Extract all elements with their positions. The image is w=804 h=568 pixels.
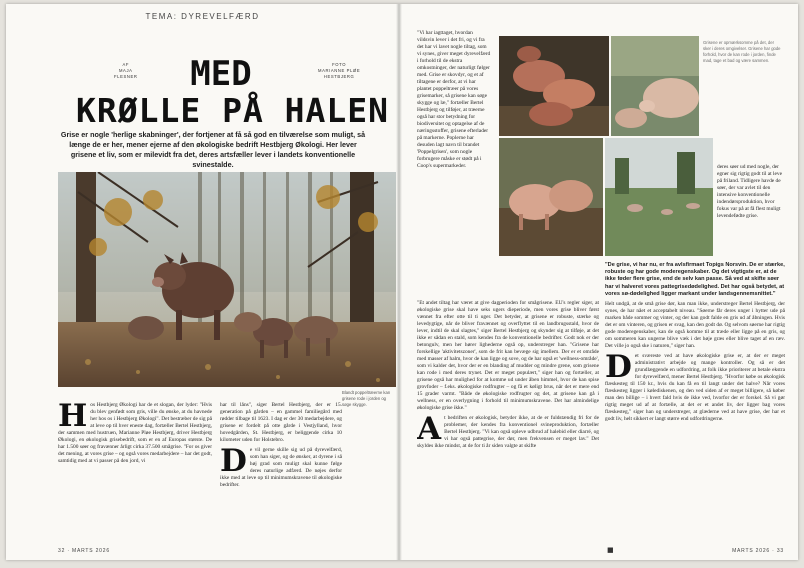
writer-credit-label: AF	[122, 62, 130, 67]
magazine-spread	[6, 4, 798, 560]
column-2-text-2: e vil gerne skille sig ud på dyrevelfærd, som han siger, og de ønsker, at dyrene i så høj grad som muligt skal kunne følge deres naturlige adfærd. De nøjes derfor ikke med at leve op til minimumskravene til økologiske bedrifter.	[220, 447, 342, 488]
writer-credit-name: MAJA FLESNER	[114, 68, 138, 79]
photo-credit-name: MARIANNE PLØE HESTBJERG	[318, 68, 361, 79]
pull-quote: "De grise, vi har nu, er fra avlsfirmaet Topigs Norsvin. De er stærke, robuste og har gode moderegenskaber. Og det vigtigste er, at de ikke føder flere grise, end de selv kan passe. Så ved at skifte søer har vi halveret vores pattegrisedødelighed. Det har også betydet, at vores sø-dødelighed ligger markant under landsgennemsnittet."	[605, 262, 785, 297]
column-1-text: os Hestbjerg Økologi har de et slogan, der lyder: "Hvis du blev genfødt som gris, ville du ønske, at du havnede her hos os i Hestbjerg Økologi". Det bestræber de sig på at leve op til hver eneste dag, fortæller Bertel Hestbjerg, der sammen med hustruen, Marianne Pløe Hestbjerg, driver Hestbjerg Økologi, en økologisk grisebedrift, som er en af Europas største. De har 1.500 søer og fravænner årligt cirka 37.500 smågrise. "For os giver det mening, at vores grise – og også vores medarbejdere – har det godt, samtidig med at vi passer på den jord, vi	[58, 402, 212, 464]
headline-line-1: MED	[190, 54, 252, 94]
binding-gutter	[396, 4, 402, 560]
photo-credit-label: FOTO	[332, 62, 347, 67]
column-text-beside-photo: deres søer ud med nogle, der egner sig rigtig godt til at leve på friland. Tidligere havde de søer, der var avlet til den intensive konventionelle indendørsproduktion, hvor fokus var på at få flest muligt levendefødte grise.	[717, 164, 782, 219]
grid-photo-caption: Grisene er opmærksomme på det, der sker i deres omgivelser. Grisene har gode forhold, hvor de kan rode i jorden, finde mad, tage et bad og være sammen.	[703, 40, 781, 63]
article-column-2	[220, 402, 342, 548]
main-column-2-text-2: et sværeste ved at have økologiske grise er, at der er meget administrativt arbejde og mange kontroller. Og så er det grundlæggende en udfordring, at folk ikke prioriterer at betale ekstra for dyrevelfærd, mener Bertel Hestbjerg. "Hvorfor købe os økologisk flæskesteg til 150 kr., hvis du kan få en til langt under det halve? Når vores flæskesteg ligger i kølediskenen, og den ved siden af er meget billigere, så køber man den billige – i hvert fald hvis de ikke ved, hvorfor der er forskel. Så vi gør rigtig meget ud af at fortælle, at det er et andet liv, der ligger bag vores flæskesteg," siger han og understreger, at glæderne ved at have grise, der har et godt liv, helt sikkert er langt større end udfordringerne.	[605, 353, 785, 423]
main-column-1	[417, 300, 599, 546]
pigs-in-mud-photo	[499, 138, 603, 256]
pig-nose-photo	[611, 36, 699, 136]
main-column-2	[605, 262, 785, 548]
page-number-right: MARTS 2026 · 33	[732, 548, 784, 554]
column-2-text: har til låns", siger Bertel Hestbjerg, der er 15. generation på gården – en gammel familiegård med rødder tilbage til 1623. I dag er der 30 medarbejdere, og grisene er fordelt på otte gårde i Vestjylland, hvor hovedgården, St. Hestbjerg, er beliggende cirka 10 kilometer uden for Holstebro.	[220, 402, 342, 443]
right-page	[399, 4, 798, 560]
lead-paragraph: Grise er nogle 'herlige skabninger', der fortjener at få så god en tilværelse som muligt, så længe de er her, mener ejerne af den økologiske bedrift Hestbjerg Økologi. Her lever grisene et liv, som er milevidt fra det, deres artsfæller lever i landets konventionelle svinestalde.	[60, 130, 366, 169]
drop-cap: D	[605, 349, 632, 386]
photo-caption: Blandt poppeltræerne kan grisene rode i jorden og søge skygge.	[342, 390, 391, 407]
main-column-1-text-2: t bedriften er økologisk, betyder ikke, at de er fuldstændig fri for de problemer, der kendes fra konventionel svineproduktion, fortæller Bertel Hestbjerg. "Vi kan også opleve udbrud af halebid eller diarré, og vi har også pattegrise, der dør, men frekvensen er meget lav." Det skyldes ikke mindst, at de for ti år siden valgte at skifte	[417, 415, 599, 449]
narrow-column: "Vi har iagttaget, hvordan vildsvin lever i det fri, og vi fra det har vi lavet nogle tiltag, som vi synes, giver meget dyrevelfærd i forhold til de ekstra omkostninger, der naturligt følger med. Grise er skovdyr, og et af tiltagene er derfor, at vi har plantet poppeltræer på vores grisemarker, så grisene kan søge skygge og læ," fortæller Bertel Hestbjerg og tilføjer, at træerne også har stor betydning for biodiversitet og optagelse af de næringsstoffer, grisene efterlader på markerne. Poplerne har desuden lagt navn til brandet 'Poppelgrisen', som nogle forbrugere måske er stødt på i Coop's supermarkeder.	[417, 30, 491, 169]
section-label: TEMA: DYREVELFÆRD	[145, 12, 260, 21]
main-column-1-text: "Et andet tiltag har været at give dagperioden for smågrisene. EU's regler siger, at økologiske grise skal have seks ugers dieperiode, men vores grise bliver først vænnet fra efter otte til ti uger. Det betyder, at grisene er robuste, stærke og levedygtige, når de bliver fravænnet og overflyttet til en landbrugsstald, hvor de lever, indtil de skal slagtes," siger Bertel Hestbjerg og skynder sig at tilføje, at det ikke er sådan en stald, som kendes fra de konventionelle bedrifter. Godt nok er der betongulv, men her hører lighederne også op, understreger han. "Grisene har forskellige 'aktivitetszoner', som de frit kan bevæge sig imellem. Der er et område med masser af halm, hvor de kan ligge og sove, og de har også et 'wellness-område', som vi kalder det, hvor der er en blanding af mudder og mindre grene, som grisene kan rode i med deres trynet. Det er meget populært," siger han og fortæller, at grisene også har mulighed for at komme ud under åben himmel, hvor de kan spise grovfoder – f.eks. økologiske rodfrugter – og få et køligt brus, når det er mere end 15 grader varmt. "Både de økologiske rodfrugter og det, at grisene kan gå i wellness, er en overlygning i forhold til minimumskravene. Det har almindelige økologiske grise ikke."	[417, 300, 599, 411]
headline-line-2: KRØLLE PÅ HALEN	[76, 91, 390, 130]
end-mark: ■	[607, 546, 614, 554]
pigs-under-poplars-photo	[58, 172, 396, 387]
drop-cap: H	[58, 402, 88, 434]
piglets-photo	[499, 36, 609, 136]
main-column-2-text: Helt undgå, at de små grise dør, kan man ikke, understreger Bertel Hestbjerg, der synes, de har nået et acceptabelt niveau. "Søerne får deres unger i hytter ude på marken både sommer og vinter, og der kan godt falde en gris ud af åbningen. Hvis det er om vinteren, og grisen er svag, kan den godt dø. Og selvom søerne har rigtig gode moderegenskaber, kan de også komme til at træde eller ligge på en gris, og om sommeren kan ungerne blive væk i det høje græs eller blive taget af en ræv. Det ville jo også ske i naturen," siger han.	[605, 301, 785, 350]
left-page	[6, 4, 399, 560]
drop-cap: D	[220, 443, 247, 479]
page-number-left: 32 · MARTS 2026	[58, 548, 110, 554]
article-column-1	[58, 402, 212, 548]
pigs-in-field-photo	[605, 138, 713, 256]
drop-cap: A	[417, 411, 442, 447]
